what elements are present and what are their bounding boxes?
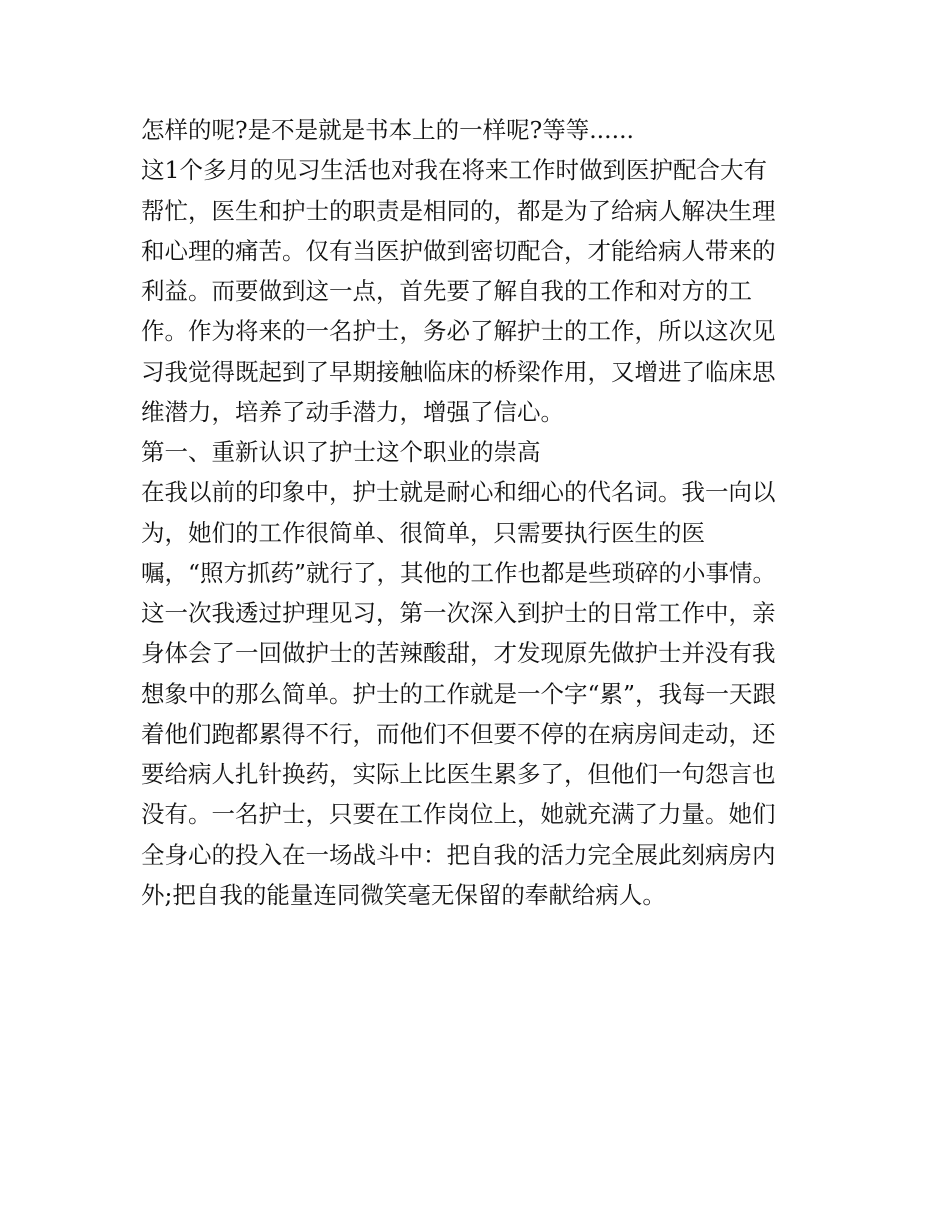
section-heading: 第一、重新认识了护士这个职业的崇高: [141, 438, 541, 466]
text-line: 全身心的投入在一场战斗中：把自我的活力完全展此刻病房内: [141, 840, 776, 869]
text-line: 利益。而要做到这一点，首先要了解自我的工作和对方的工: [141, 277, 752, 305]
text-line: 维潜力，培养了动手潜力，增强了信心。: [141, 397, 564, 426]
text-line: 习我觉得既起到了早期接触临床的桥梁作用，又增进了临床思: [141, 357, 776, 386]
text-line: 在我以前的印象中，护士就是耐心和细心的代名词。我一向以: [141, 478, 776, 507]
text-line: 外;把自我的能量连同微笑毫无保留的奉献给病人。: [141, 880, 666, 909]
text-line: 要给病人扎针换药，实际上比医生累多了，但他们一句怨言也: [141, 760, 776, 788]
text-line: 帮忙，医生和护士的职责是相同的，都是为了给病人解决生理: [141, 196, 776, 225]
text-line: 和心理的痛苦。仅有当医护做到密切配合，才能给病人带来的: [141, 236, 776, 265]
text-line: 想象中的那么简单。护士的工作就是一个字“累”，我每一天跟: [141, 679, 777, 708]
text-line: 身体会了一回做护士的苦辣酸甜，才发现原先做护士并没有我: [141, 639, 776, 668]
text-line: 这1个多月的见习生活也对我在将来工作时做到医护配合大有: [141, 156, 767, 185]
text-line: 怎样的呢?是不是就是书本上的一样呢?等等......: [141, 116, 635, 144]
text-line: 为，她们的工作很简单、很简单，只需要执行医生的医: [141, 518, 705, 547]
document-body: [141, 110, 813, 915]
text-line: 着他们跑都累得不行，而他们不但要不停的在病房间走动，还: [141, 719, 776, 748]
text-line: 这一次我透过护理见习，第一次深入到护士的日常工作中，亲: [141, 599, 776, 627]
text-line: 作。作为将来的一名护士，务必了解护士的工作，所以这次见: [141, 317, 776, 346]
text-line: 嘱，“照方抓药”就行了，其他的工作也都是些琐碎的小事情。: [141, 558, 777, 587]
text-line: 没有。一名护士，只要在工作岗位上，她就充满了力量。她们: [141, 800, 776, 829]
